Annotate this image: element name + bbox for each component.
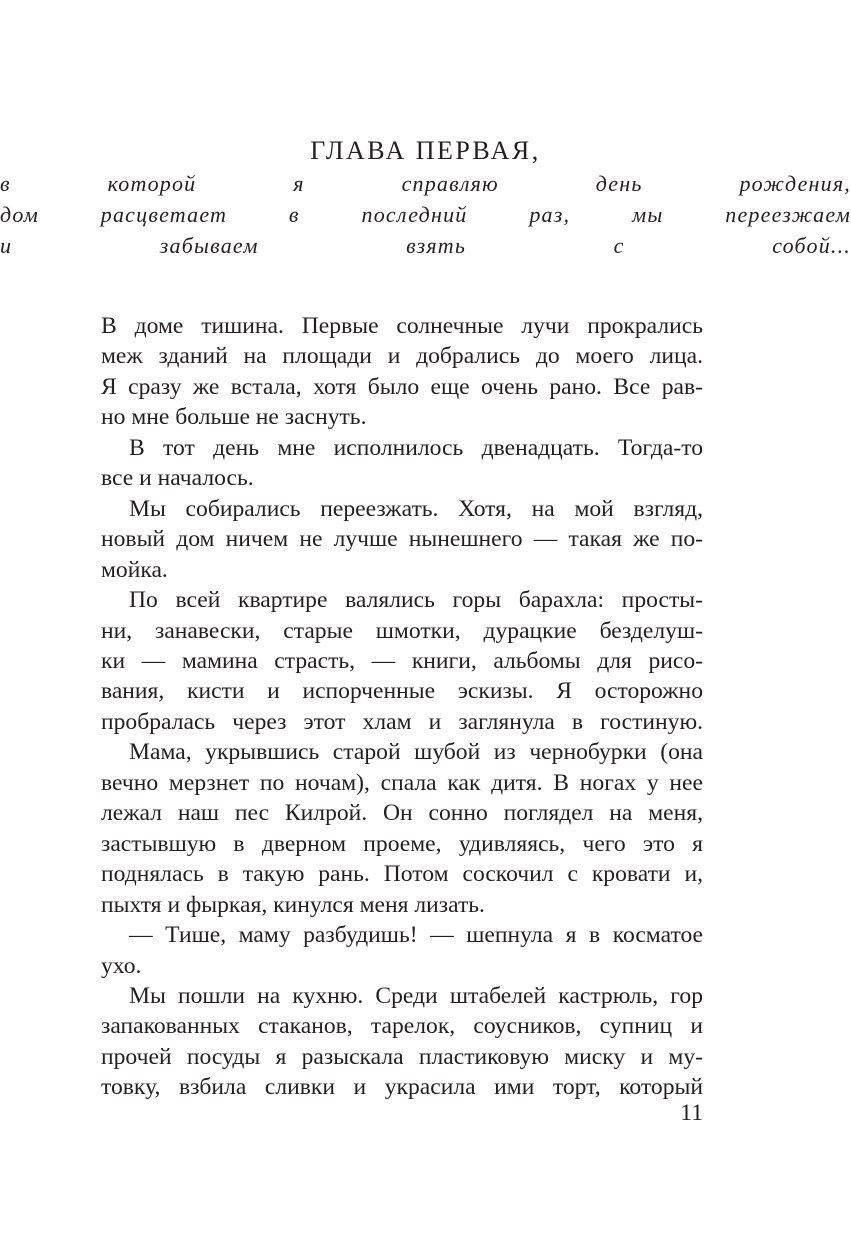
text-line: застывшую в дверном проеме, удивляясь, чего это я <box>101 830 703 857</box>
paragraph <box>101 981 703 1103</box>
paragraph <box>101 585 703 737</box>
text-line: — Тише, маму разбудишь! — шепнула я в косматое <box>129 922 703 949</box>
paragraph <box>101 433 703 494</box>
paragraph <box>101 737 703 920</box>
text-line: ухо. <box>101 952 142 979</box>
text-line: мойка. <box>101 556 168 583</box>
text-line: Мы собирались переезжать. Хотя, на мой взгляд, <box>129 495 703 522</box>
text-line: меж зданий на площади и добрались до моего лица. <box>101 343 703 370</box>
chapter-subtitle <box>0 168 851 261</box>
text-line: По всей квартире валялись горы барахла: просты- <box>129 587 703 614</box>
text-line: Я сразу же встала, хотя было еще очень рано. Все рав- <box>101 373 703 400</box>
text-line: В тот день мне исполнилось двенадцать. Тогда-то <box>129 434 703 461</box>
text-line: вечно мерзнет по ночам), спала как дитя. В ногах у нее <box>101 769 703 796</box>
subtitle-line: и забываем взять с собой... <box>0 233 851 258</box>
text-line: ки — мамина страсть, — книги, альбомы для рисо- <box>101 647 703 674</box>
text-line: пыхтя и фыркая, кинулся меня лизать. <box>101 891 485 918</box>
text-line: запакованных стаканов, тарелок, соусников, супниц и <box>101 1013 703 1040</box>
text-line: новый дом ничем не лучше нынешнего — такая же по- <box>101 526 703 553</box>
paragraph <box>101 311 703 433</box>
text-line: пробралась через этот хлам и заглянула в гостиную. <box>101 708 703 735</box>
text-line: товку, взбила сливки и украсила ими торт, который <box>101 1074 703 1101</box>
text-line: ни, занавески, старые шмотки, дурацкие безделуш- <box>101 617 703 644</box>
chapter-title: ГЛАВА ПЕРВАЯ, <box>310 136 541 165</box>
page-number: 11 <box>680 1100 703 1126</box>
text-line: лежал наш пес Килрой. Он сонно поглядел на меня, <box>101 800 703 827</box>
text-line: но мне больше не заснуть. <box>101 404 367 431</box>
paragraph <box>101 920 703 981</box>
subtitle-line: дом расцветает в последний раз, мы переезжаем <box>0 202 851 227</box>
text-line: Мы пошли на кухню. Среди штабелей кастрюль, гор <box>129 982 703 1009</box>
text-line: поднялась в такую рань. Потом соскочил с кровати и, <box>101 861 703 888</box>
text-line: Мама, укрывшись старой шубой из чернобурки (она <box>129 739 703 766</box>
text-line: В доме тишина. Первые солнечные лучи прокрались <box>101 313 703 339</box>
text-line: прочей посуды я разыскала пластиковую миску и му- <box>101 1043 703 1070</box>
paragraph <box>101 494 703 585</box>
text-line: все и началось. <box>101 465 254 492</box>
body-text <box>101 311 703 1103</box>
text-line: вания, кисти и испорченные эскизы. Я осторожно <box>101 678 703 705</box>
subtitle-line: в которой я справляю день рождения, <box>0 171 851 196</box>
